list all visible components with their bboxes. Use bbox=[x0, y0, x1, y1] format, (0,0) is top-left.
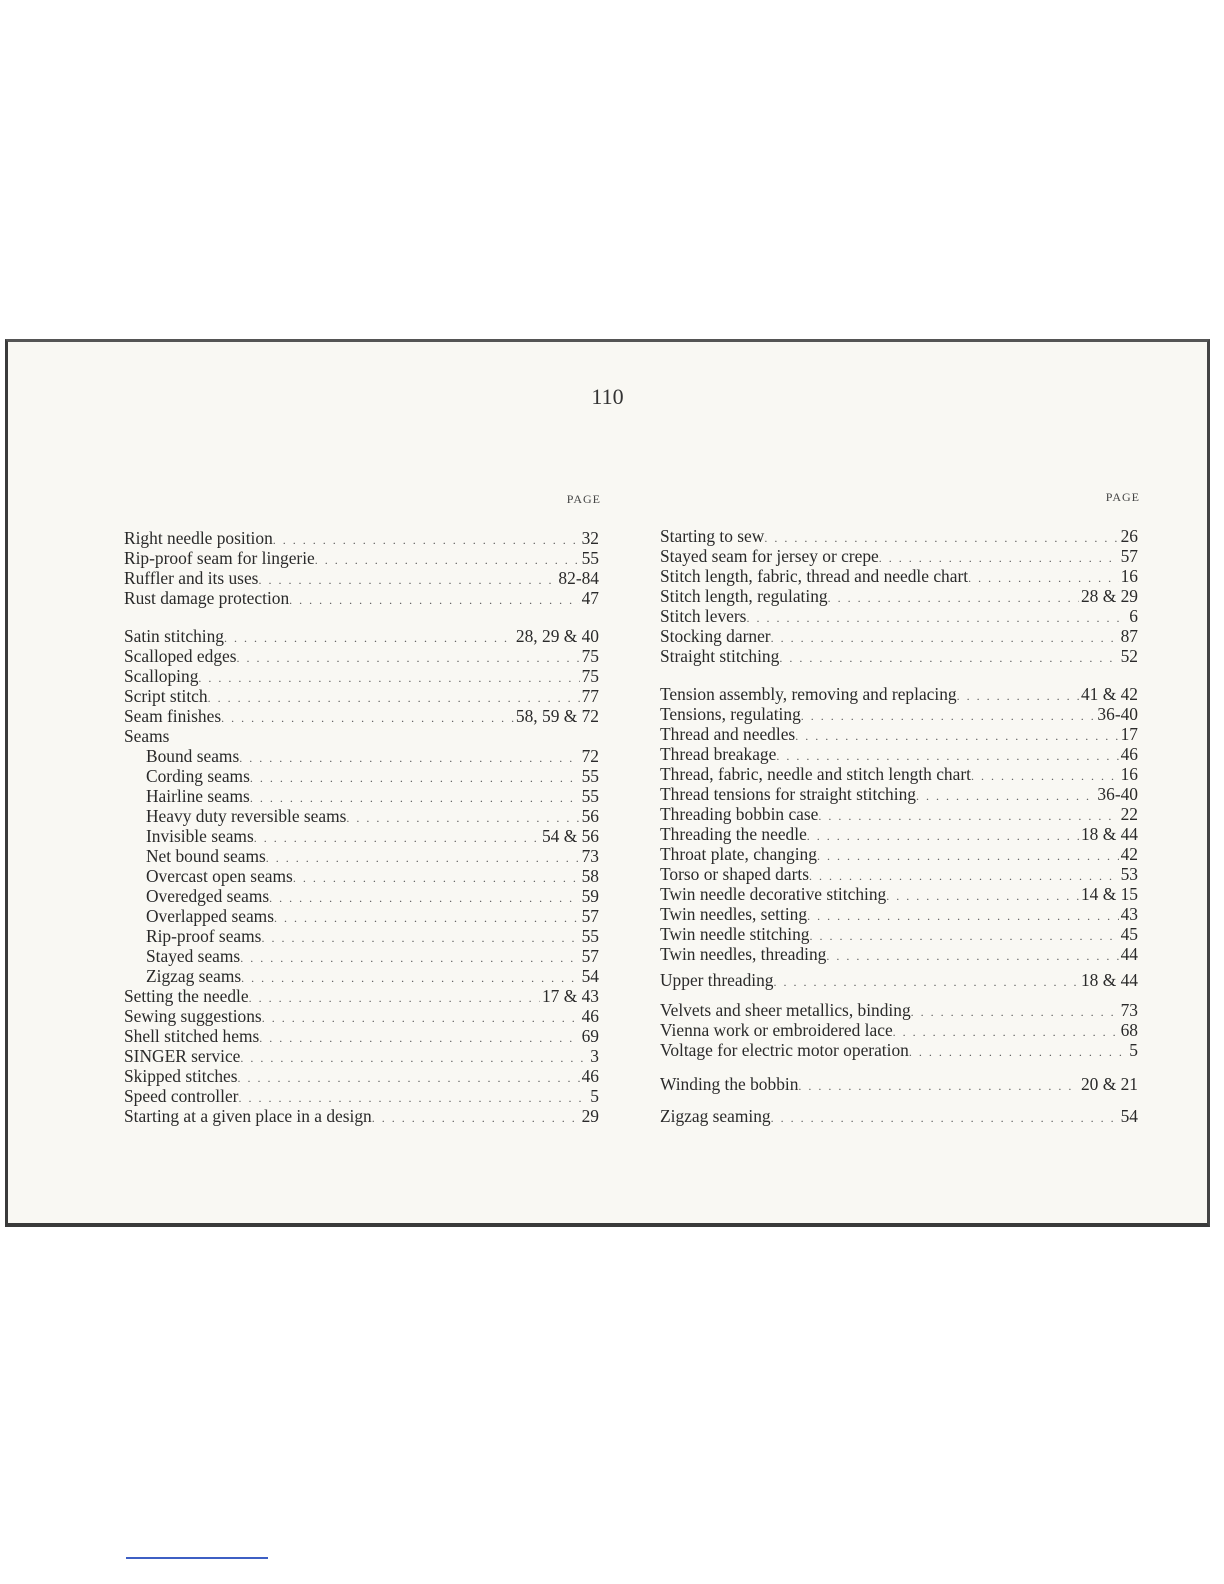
index-subentry: Heavy duty reversible seams . . . 56 bbox=[124, 806, 599, 826]
index-subentry: Bound seams . . . 72 bbox=[124, 746, 599, 766]
index-entry: Right needle position . . . 32 bbox=[124, 528, 599, 548]
index-entry: Rust damage protection . . . 47 bbox=[124, 588, 599, 608]
index-entry: Threading bobbin case . . . 22 bbox=[660, 804, 1138, 824]
index-entry: Stocking darner . . . 87 bbox=[660, 626, 1138, 646]
index-entry: Straight stitching . . . 52 bbox=[660, 646, 1138, 666]
index-entry: Twin needle stitching . . . 45 bbox=[660, 924, 1138, 944]
index-entry: Satin stitching . . . 28, 29 & 40 bbox=[124, 626, 599, 646]
index-entry: Twin needles, threading . . . 44 bbox=[660, 944, 1138, 964]
page-column-header: PAGE bbox=[1105, 490, 1140, 504]
index-entry: Thread, fabric, needle and stitch length chart . . . 16 bbox=[660, 764, 1138, 784]
index-entry: Zigzag seaming . . . 54 bbox=[660, 1106, 1138, 1126]
index-entry: Scalloping . . . 75 bbox=[124, 666, 599, 686]
index-column-left bbox=[124, 492, 599, 1126]
index-entry: Thread and needles . . . 17 bbox=[660, 724, 1138, 744]
index-entry: Twin needles, setting . . . 43 bbox=[660, 904, 1138, 924]
index-entry: Threading the needle . . . 18 & 44 bbox=[660, 824, 1138, 844]
index-subentry: Net bound seams . . . 73 bbox=[124, 846, 599, 866]
index-entry: Seam finishes . . . 58, 59 & 72 bbox=[124, 706, 599, 726]
index-entry: Stayed seam for jersey or crepe . . . 57 bbox=[660, 546, 1138, 566]
index-entry: Rip-proof seam for lingerie . . . 55 bbox=[124, 548, 599, 568]
index-entry: Tensions, regulating . . . 36-40 bbox=[660, 704, 1138, 724]
index-subentry: Overcast open seams . . . 58 bbox=[124, 866, 599, 886]
index-entry: Twin needle decorative stitching . . . 14 & 15 bbox=[660, 884, 1138, 904]
index-entry: Stitch levers . . . 6 bbox=[660, 606, 1138, 626]
index-entry: Winding the bobbin . . . 20 & 21 bbox=[660, 1074, 1138, 1094]
page-number: 110 bbox=[591, 384, 624, 409]
index-subentry: Stayed seams . . . 57 bbox=[124, 946, 599, 966]
index-entry: Tension assembly, removing and replacing . . . 41 & 42 bbox=[660, 684, 1138, 704]
index-entry: SINGER service . . . 3 bbox=[124, 1046, 599, 1066]
index-entry: Setting the needle . . . 17 & 43 bbox=[124, 986, 599, 1006]
index-entry: Scalloped edges . . . 75 bbox=[124, 646, 599, 666]
index-entry: Ruffler and its uses . . . 82-84 bbox=[124, 568, 599, 588]
index-entry: Script stitch . . . 77 bbox=[124, 686, 599, 706]
index-entry: Voltage for electric motor operation . . . 5 bbox=[660, 1040, 1138, 1060]
index-subentry: Rip-proof seams . . . 55 bbox=[124, 926, 599, 946]
index-entry: Speed controller . . . 5 bbox=[124, 1086, 599, 1106]
index-entry: Torso or shaped darts . . . 53 bbox=[660, 864, 1138, 884]
index-entry: Thread tensions for straight stitching . . . 36-40 bbox=[660, 784, 1138, 804]
index-subentry: Zigzag seams . . . 54 bbox=[124, 966, 599, 986]
index-entry: Sewing suggestions . . . 46 bbox=[124, 1006, 599, 1026]
footer-rule bbox=[126, 1557, 268, 1559]
index-entry: Vienna work or embroidered lace . . . 68 bbox=[660, 1020, 1138, 1040]
book-page bbox=[5, 339, 1210, 1227]
index-heading: Seams bbox=[124, 726, 170, 746]
index-entry: Velvets and sheer metallics, binding . . . 73 bbox=[660, 1000, 1138, 1020]
index-column-right bbox=[660, 490, 1138, 1126]
index-entry: Upper threading . . . 18 & 44 bbox=[660, 970, 1138, 990]
index-subentry: Overlapped seams . . . 57 bbox=[124, 906, 599, 926]
index-subentry: Cording seams . . . 55 bbox=[124, 766, 599, 786]
index-entry: Thread breakage . . . 46 bbox=[660, 744, 1138, 764]
index-subentry: Invisible seams . . . 54 & 56 bbox=[124, 826, 599, 846]
index-entry: Shell stitched hems . . . 69 bbox=[124, 1026, 599, 1046]
index-entry: Stitch length, fabric, thread and needle chart . . . 16 bbox=[660, 566, 1138, 586]
index-subentry: Overedged seams . . . 59 bbox=[124, 886, 599, 906]
index-subentry: Hairline seams . . . 55 bbox=[124, 786, 599, 806]
index-entry: Starting to sew . . . 26 bbox=[660, 526, 1138, 546]
page-column-header: PAGE bbox=[566, 492, 601, 506]
index-entry: Starting at a given place in a design . . . 29 bbox=[124, 1106, 599, 1126]
index-entry: Skipped stitches . . . 46 bbox=[124, 1066, 599, 1086]
index-entry: Throat plate, changing . . . 42 bbox=[660, 844, 1138, 864]
index-entry: Stitch length, regulating . . . 28 & 29 bbox=[660, 586, 1138, 606]
